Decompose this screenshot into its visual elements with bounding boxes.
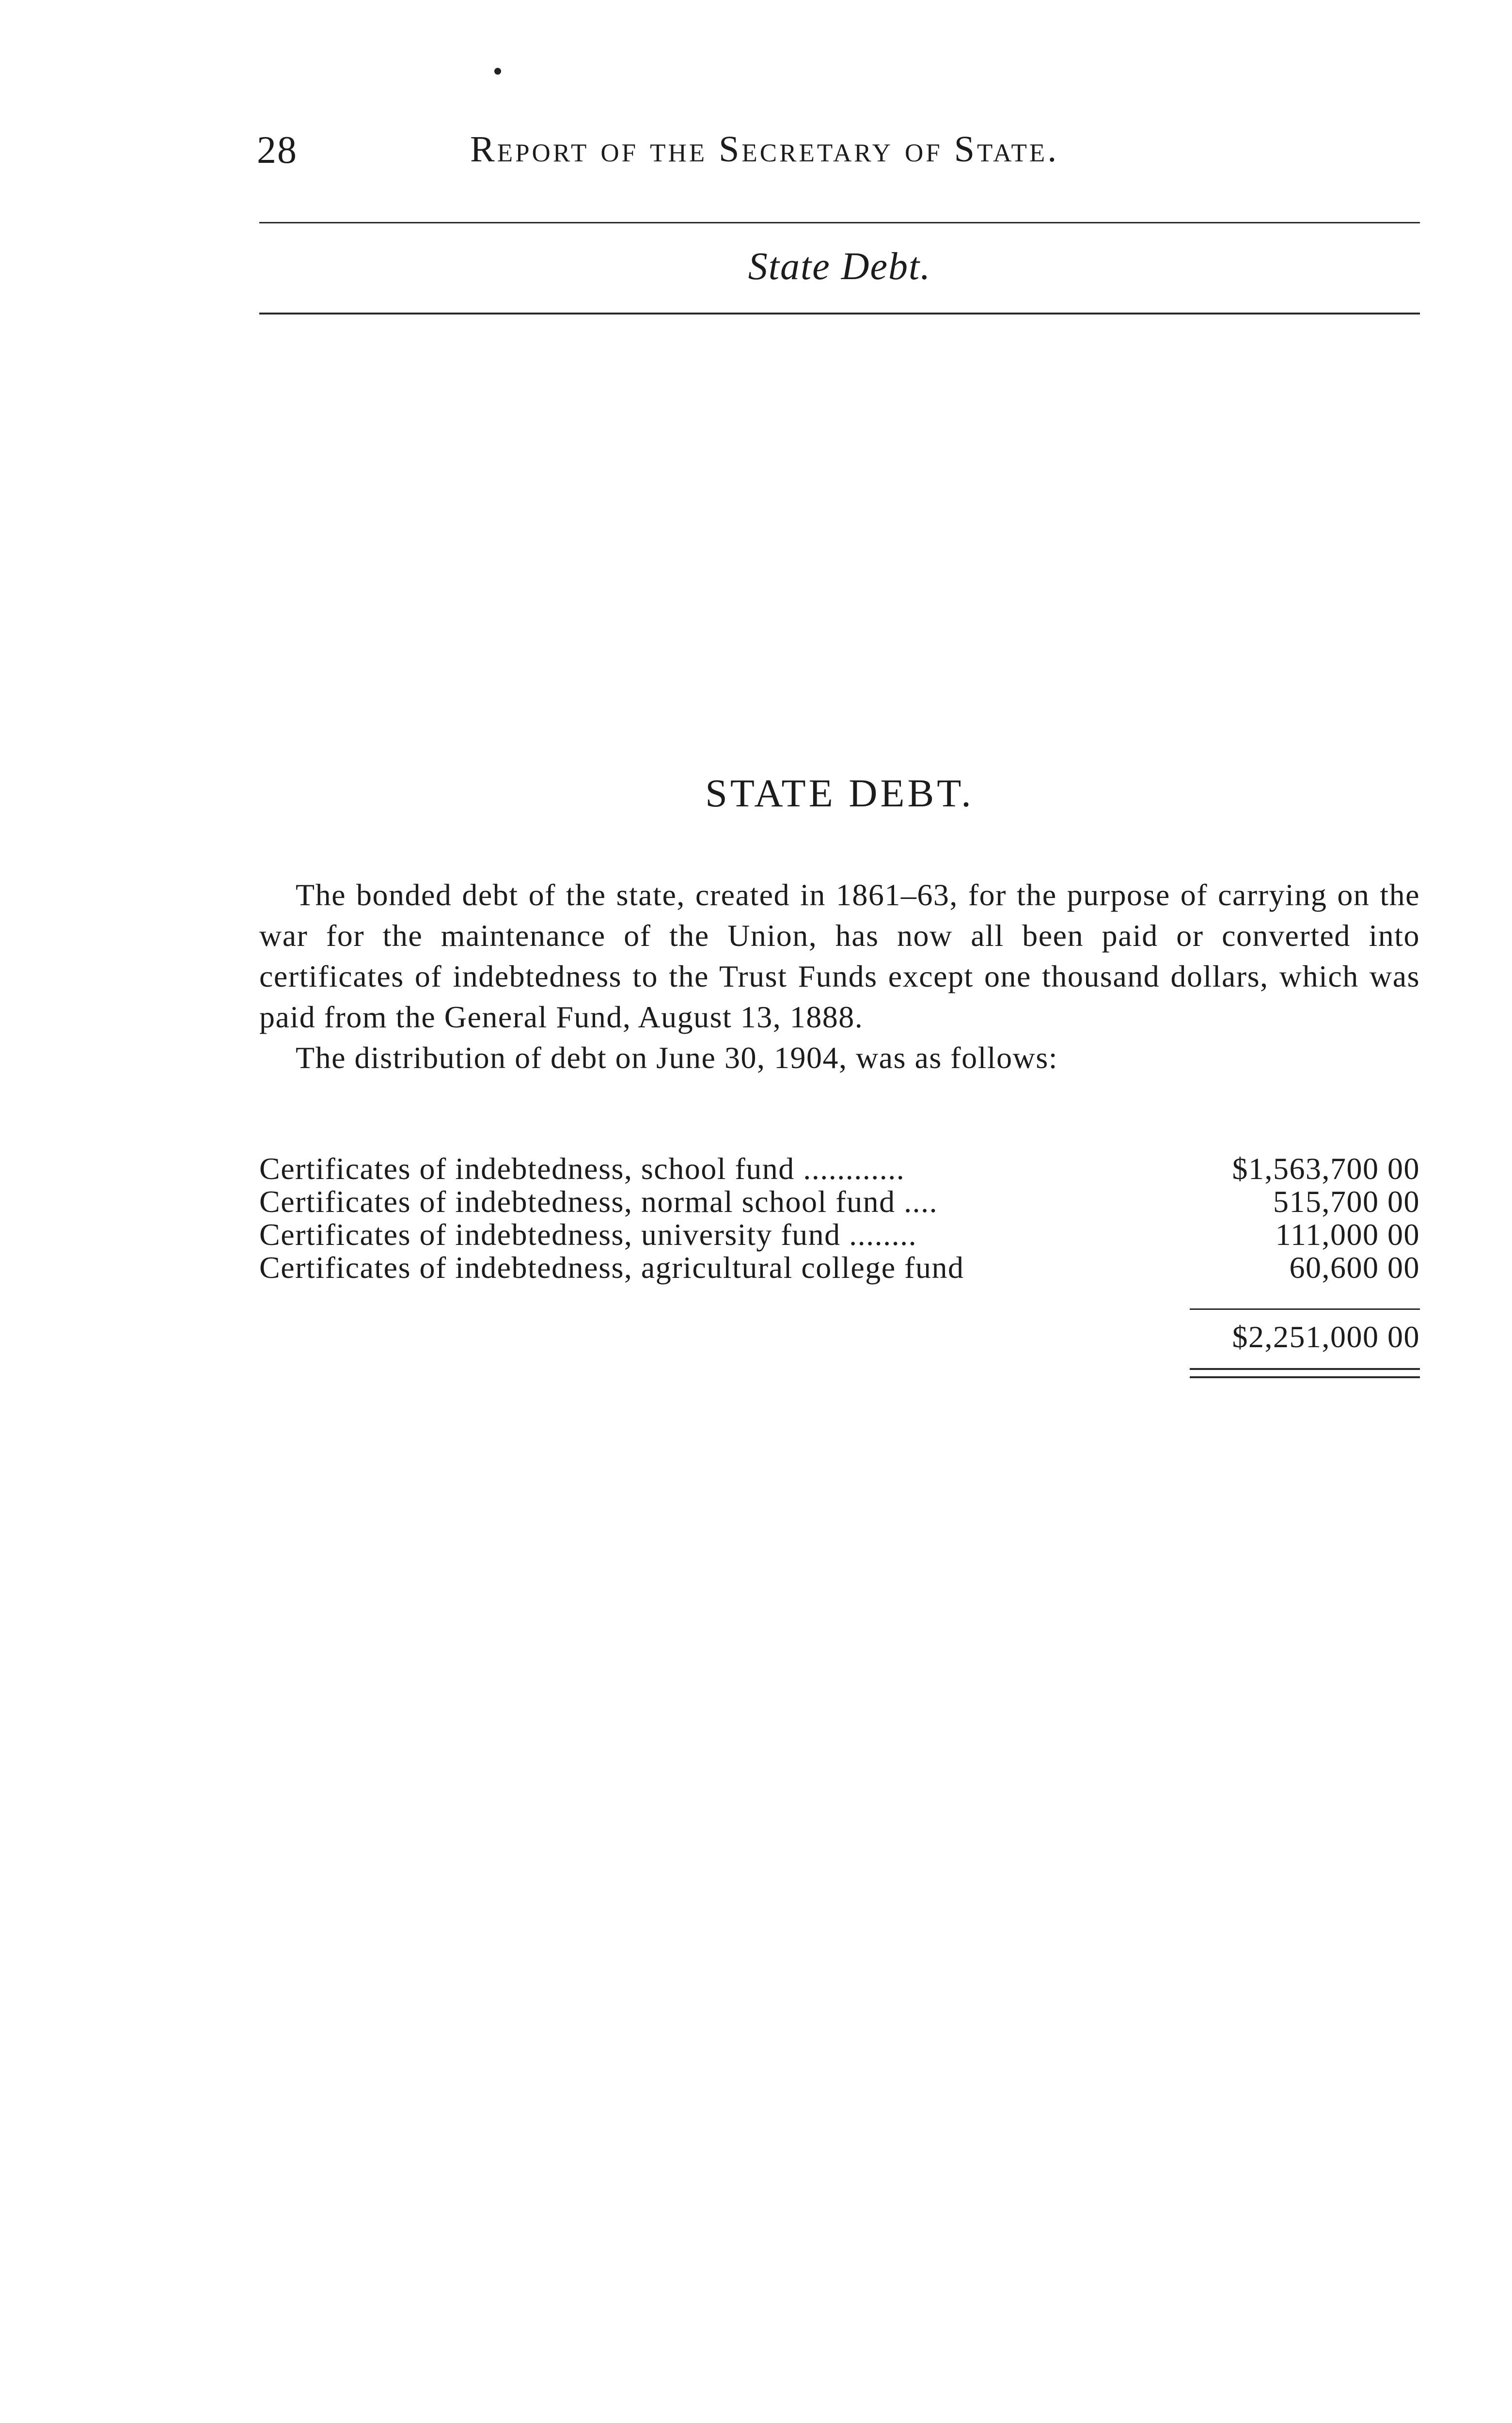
paragraph: The distribution of debt on June 30, 1904, was as follows: [296, 1040, 1058, 1075]
debt-table [259, 1152, 1420, 1284]
row-amount: $1,563,700 00 [1232, 1151, 1420, 1186]
sum-rule [1190, 1308, 1420, 1310]
table-row [259, 1152, 1420, 1185]
table-row [259, 1218, 1420, 1251]
row-description: Certificates of indebtedness, school fund ............ [259, 1151, 905, 1186]
running-title: Report of the Secretary of State. [470, 129, 1059, 170]
row-amount: 515,700 00 [1273, 1184, 1420, 1219]
table-row [259, 1185, 1420, 1218]
ink-speck [494, 68, 501, 75]
header-rule [259, 222, 1420, 223]
row-description: Certificates of indebtedness, university fund ........ [259, 1217, 917, 1252]
row-description: Certificates of indebtedness, agricultural college fund [259, 1250, 964, 1285]
table-row [259, 1251, 1420, 1284]
section-subtitle: State Debt. [748, 245, 931, 288]
body-text [259, 875, 1420, 1078]
row-amount: 111,000 00 [1275, 1217, 1420, 1252]
debt-total: $2,251,000 00 [1232, 1320, 1420, 1354]
section-heading: STATE DEBT. [705, 771, 974, 815]
paragraph: The bonded debt of the state, created in 1861–63, for the purpose of carrying on the war for the maintenance of the Union, has now all been paid or converted into certificates of indebtedness to the Trust Funds except one thousand dollars, which was paid from the General Fund, August 13, 1888. [259, 878, 1420, 1034]
total-double-rule-bottom [1190, 1376, 1420, 1378]
page-number: 28 [257, 129, 298, 172]
subtitle-rule [259, 313, 1420, 315]
running-header [257, 128, 1420, 177]
row-amount: 60,600 00 [1289, 1250, 1420, 1285]
total-double-rule-top [1190, 1368, 1420, 1370]
row-description: Certificates of indebtedness, normal school fund .... [259, 1184, 938, 1219]
